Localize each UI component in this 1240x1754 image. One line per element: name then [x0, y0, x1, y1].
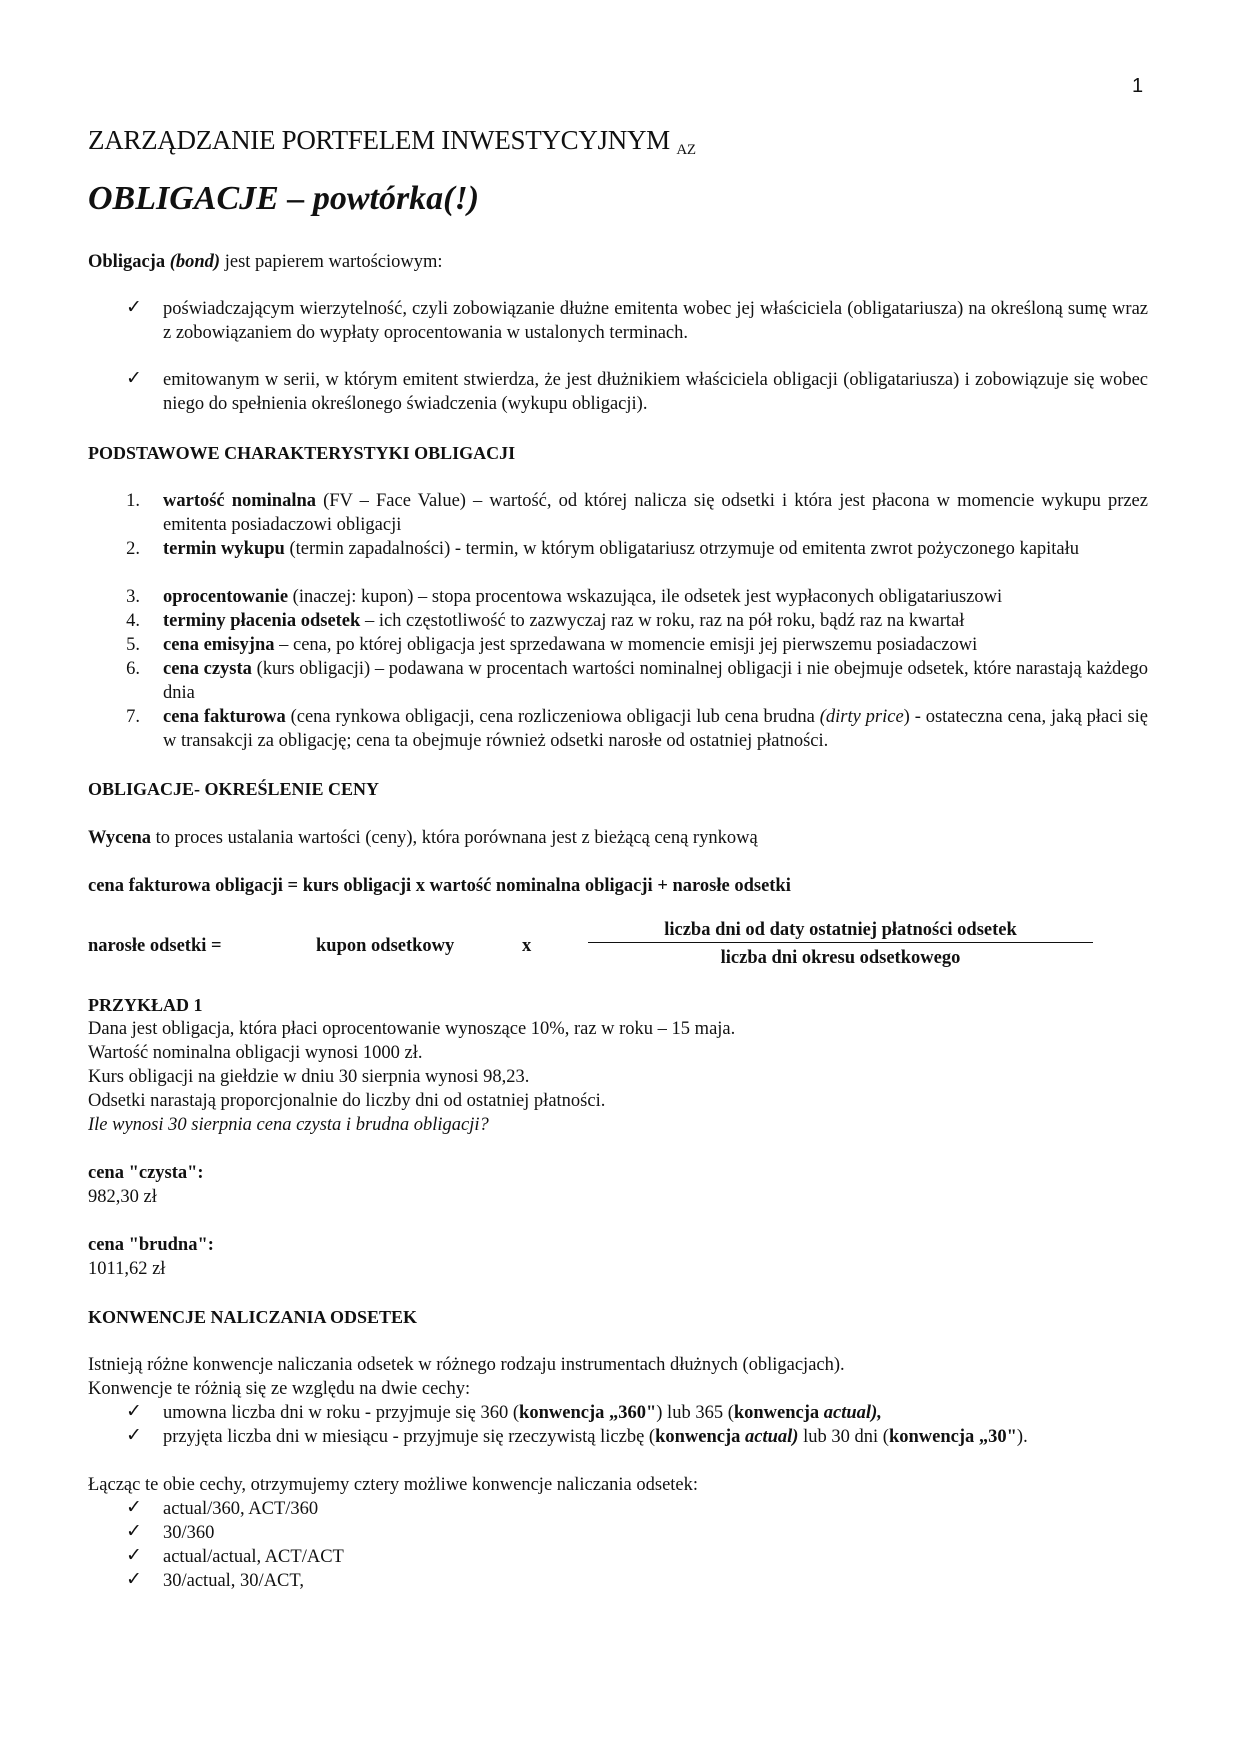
checkmark-icon: ✓ [126, 296, 142, 318]
conventions-text: Konwencje te różnią się ze względu na dwie cechy: [88, 1379, 471, 1399]
invoice-price-formula: cena fakturowa obligacji = kurs obligacji x wartość nominalna obligacji + narosłe odsetki [88, 876, 791, 896]
list-item: cena emisyjna – cena, po której obligacja jest sprzedawana w momencie emisji jej pierwszemu posiadaczowi [163, 635, 978, 655]
formula-multiply: x [522, 936, 532, 956]
convention-list-item: 30/actual, 30/ACT, [163, 1571, 304, 1591]
checkmark-icon: ✓ [126, 1544, 142, 1566]
formula-denominator: liczba dni okresu odsetkowego [720, 948, 961, 968]
dirty-price-value: 1011,62 zł [88, 1259, 166, 1279]
intro-bullet: poświadczającym wierzytelność, czyli zobowiązanie dłużne emitenta wobec jej właściciela (obligatariusza) na określoną sumę wraz z zobowiązaniem do wypłaty oprocentowania w ustalonych terminach. [163, 299, 1148, 343]
conventions-text: Istnieją różne konwencje naliczania odsetek w różnego rodzaju instrumentach dłużnych (obligacjach). [88, 1355, 845, 1375]
intro-definition: Obligacja (bond) jest papierem wartościowym: [88, 252, 443, 272]
list-item: cena czysta (kurs obligacji) – podawana w procentach wartości nominalnej obligacji i nie obejmuje odsetek, które narastają każdego dnia [163, 659, 1148, 703]
convention-bullet: umowna liczba dni w roku - przyjmuje się 360 (konwencja „360") lub 365 (konwencja actual), [163, 1403, 882, 1423]
checkmark-icon: ✓ [126, 367, 142, 389]
example-line: Kurs obligacji na giełdzie w dniu 30 sierpnia wynosi 98,23. [88, 1067, 530, 1087]
list-item: wartość nominalna (FV – Face Value) – wartość, od której nalicza się odsetki i która jest płacona w momencie wykupu przez emitenta posiadaczowi obligacji [163, 491, 1148, 535]
checkmark-icon: ✓ [126, 1400, 142, 1422]
section-heading-conventions: KONWENCJE NALICZANIA ODSETEK [88, 1307, 418, 1327]
conventions-text: Łącząc te obie cechy, otrzymujemy cztery możliwe konwencje naliczania odsetek: [88, 1475, 699, 1495]
convention-list-item: 30/360 [163, 1523, 215, 1543]
convention-list-item: actual/actual, ACT/ACT [163, 1547, 344, 1567]
example-line: Dana jest obligacja, która płaci oprocentowanie wynoszące 10%, raz w roku – 15 maja. [88, 1019, 736, 1039]
convention-list-item: actual/360, ACT/360 [163, 1499, 319, 1519]
example-line: Odsetki narastają proporcjonalnie do liczby dni od ostatniej płatności. [88, 1091, 606, 1111]
section-heading-pricing: OBLIGACJE- OKREŚLENIE CENY [88, 779, 380, 799]
formula-lhs: narosłe odsetki = [88, 936, 222, 956]
example-line: Wartość nominalna obligacji wynosi 1000 zł. [88, 1043, 423, 1063]
example-question: Ile wynosi 30 sierpnia cena czysta i brudna obligacji? [88, 1115, 489, 1135]
formula-coupon: kupon odsetkowy [316, 936, 455, 956]
document-subtitle: OBLIGACJE – powtórka(!) [88, 180, 480, 217]
document-page: 1 ZARZĄDZANIE PORTFELEM INWESTYCYJNYM $_{AZ}$ OBLIGACJE – powtórka(!) Obligacja (bond) jest papierem wartościowym: ✓ poświadczającym wierzytelność, czyli zobowiązanie dłużne emitenta wobec jej właściciela (obligatariusza) na określoną sumę wraz z zobowiązaniem do wypłaty oprocentowania w ustalonych terminach. ✓ emitowanym w serii, w którym emitent stwierdza, że jest dłużnikiem właściciela obligacji (obligatariusza) i zobowiązuje się wobec niego do spełnienia określonego świadczenia (wykupu obligacji). PODSTAWOWE CHARAKTERYSTYKI OBLIGACJI 1. wartość nominalna (FV – Face Value) – wartość, od której nalicza się odsetki i która jest płacona w momencie wykupu przez emitenta posiadaczowi obligacji 2. termin wykupu (termin zapadalności) - termin, w którym obligatariusz otrzymuje od emitenta zwrot pożyczonego kapitału 3. oprocentowanie (inaczej: kupon) – stopa procentowa wskazująca, ile odsetek jest wypłaconych obligatariuszowi 4. terminy płacenia odsetek – ich częstotliwość to zazwyczaj raz w roku, raz na pół roku, bądź raz na kwartał 5. cena emisyjna – cena, po której obligacja jest sprzedawana w momencie emisji jej pierwszemu posiadaczowi 6. cena czysta (kurs obligacji) – podawana w procentach wartości nominalnej obligacji i nie obejmuje odsetek, które narastają każdego dnia 7. cena fakturowa (cena rynkowa obligacji, cena rozliczeniowa obligacji lub cena brudna (dirty price) - ostateczna cena, jaką płaci się w transakcji za obligację; cena ta obejmuje również odsetki narosłe od ostatniej płatności. OBLIGACJE- OKREŚLENIE CENY Wycena to proces ustalania wartości (ceny), która porównana jest z bieżącą ceną rynkową cena fakturowa obligacji = kurs obligacji x wartość nominalna obligacji + narosłe odsetki narosłe odsetki = kupon odsetkowy x liczba dni od daty ostatniej płatności odsetek liczba dni okresu odsetkowego PRZYKŁAD 1 Dana jest obligacja, która płaci oprocentowanie wynoszące 10%, raz w roku – 15 maja. Wartość nominalna obligacji wynosi 1000 zł. Kurs obligacji na giełdzie w dniu 30 sierpnia wynosi 98,23. Odsetki narastają proporcjonalnie do liczby dni od ostatniej płatności. Ile wynosi 30 sierpnia cena czysta i brudna obligacji? cena "czysta": 982,30 zł cena "brudna": 1011,62 zł KONWENCJE NALICZANIA ODSETEK Istnieją różne konwencje naliczania odsetek w różnego rodzaju instrumentach dłużnych (obligacjach). Konwencje te różnią się ze względu na dwie cechy: ✓ umowna liczba dni w roku - przyjmuje się 360 (konwencja „360") lub 365 (konwencja actual), ✓ przyjęta liczba dni w miesiącu - przyjmuje się rzeczywistą liczbę (konwencja actual) lub 30 dni (konwencja „30"). Łącząc te obie cechy, otrzymujemy cztery możliwe konwencje naliczania odsetek: ✓ actual/360, ACT/360 ✓ 30/360 ✓ actual/actual, ACT/ACT ✓ 30/actual, 30/ACT, [0, 0, 1240, 1754]
checkmark-icon: ✓ [126, 1424, 142, 1446]
intro-bullet: emitowanym w serii, w którym emitent stwierdza, że jest dłużnikiem właściciela obligacji (obligatariusza) i zobowiązuje się wobec niego do spełnienia określonego świadczenia (wykupu obligacji). [163, 370, 1148, 414]
clean-price-label: cena "czysta": [88, 1163, 204, 1183]
clean-price-value: 982,30 zł [88, 1187, 157, 1207]
convention-bullet: przyjęta liczba dni w miesiącu - przyjmuje się rzeczywistą liczbę (konwencja actual) lub 30 dni (konwencja „30"). [163, 1427, 1028, 1447]
example-heading: PRZYKŁAD 1 [88, 995, 203, 1015]
dirty-price-label: cena "brudna": [88, 1235, 214, 1255]
page-number: 1 [1132, 75, 1144, 97]
list-item: terminy płacenia odsetek – ich częstotliwość to zazwyczaj raz w roku, raz na pół roku, bądź raz na kwartał [163, 611, 965, 631]
valuation-definition: Wycena to proces ustalania wartości (ceny), która porównana jest z bieżącą ceną rynkową [88, 828, 758, 848]
list-item: oprocentowanie (inaczej: kupon) – stopa procentowa wskazująca, ile odsetek jest wypłaconych obligatariuszowi [163, 587, 1003, 607]
document-title: ZARZĄDZANIE PORTFELEM INWESTYCYJNYM $_{AZ}$ [88, 125, 696, 158]
fraction-bar [588, 942, 1093, 943]
checkmark-icon: ✓ [126, 1568, 142, 1590]
formula-numerator: liczba dni od daty ostatniej płatności odsetek [664, 920, 1017, 940]
list-item: termin wykupu (termin zapadalności) - termin, w którym obligatariusz otrzymuje od emitenta zwrot pożyczonego kapitału [163, 539, 1080, 559]
list-item: cena fakturowa (cena rynkowa obligacji, cena rozliczeniowa obligacji lub cena brudna (dirty price) - ostateczna cena, jaką płaci się w transakcji za obligację; cena ta obejmuje również odsetki narosłe od ostatniej płatności. [163, 707, 1148, 751]
checkmark-icon: ✓ [126, 1520, 142, 1542]
checkmark-icon: ✓ [126, 1496, 142, 1518]
title-subscript: AZ [676, 142, 696, 158]
section-heading-characteristics: PODSTAWOWE CHARAKTERYSTYKI OBLIGACJI [88, 443, 516, 463]
